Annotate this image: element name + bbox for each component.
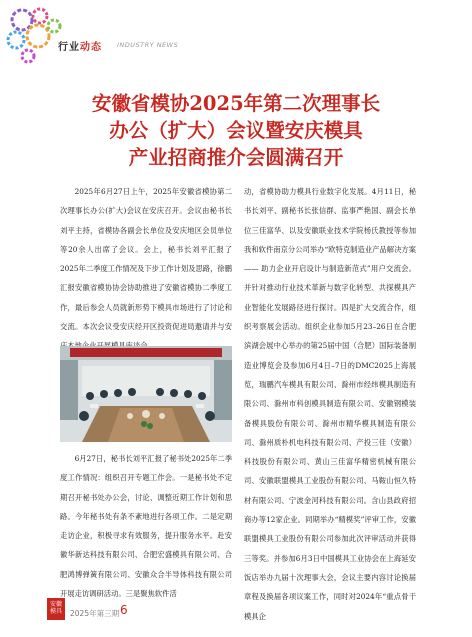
body-paragraph-2: 6月27日，秘书长刘平汇报了秘书处2025年二季度工作情况：组织召开专题工作会。一是秘书处不定期召开秘书处办公会，讨论、调整近期工作计划和思路。今年秘书处有条不紊地进行各项工作。二是定期走访企业，积极寻求有效服务，提升服务水平。赴安徽华新达科技有限公司、合肥宏盛模具有限公司、合肥鸿博弹簧有限公司、安徽众合半导体科技有限公司开展走访调研活动。三是聚焦软件活 xyxy=(60,454,232,599)
article-title xyxy=(30,90,442,171)
section-label-english: INDUSTRY NEWS xyxy=(117,41,179,49)
meeting-photo xyxy=(60,346,232,442)
title-line-2: 办公（扩大）会议暨安庆模具 xyxy=(109,119,363,142)
body-paragraph-1: 2025年6月27日上午，2025年安徽省模协第二次理事长办公(扩大)会议在安庆召开。会议由秘书长刘平主持，省模协各副会长单位及安庆地区会员单位等20余人出席了会议。会上，秘书长刘平汇报了2025年二季度工作情况及下步工作计划及思路，徐鹏汇报安徽省模协协会协助推进了安徽省模协二季度工作，最后参会人员就新形势下模具市场进行了讨论和交流。本次会议受安庆经开区投资促进局邀请并与安 xyxy=(60,187,232,332)
magazine-logo-tag: 安徽 模具 xyxy=(47,598,65,620)
body-column-left-bottom xyxy=(60,449,232,603)
issue-label: 2025年第三期 xyxy=(70,609,120,618)
page-number: 6 xyxy=(120,603,128,617)
body-column-left-top xyxy=(60,182,232,356)
body-paragraph-3: 动，省模协助力模具行业数字化发展。4月11日，秘书长刘平、副秘书长张信群、监事严艳国、副会长单位三佳富华、以及安徽联业技术学院杨氏教授等参加我和软件南京分公司举办“欧特克制造业产品解决方案 —— 助力企业开启设计与制造新范式”用户交流会。并针对推动行业技术革新与数字化转型、共探模具产业智能化发展路径进行探讨。四是扩大交流合作，组织考察展会活动。组织企业参加5月23–26日在合肥滨湖会展中心举办的第25届中国（合肥）国际装备制造业博览会及参加6月4日–7日的DMC2025上海展览，瑞鹏汽车模具有限公司、滁州市经纬模具制造有限公司、滁州市科创模具制造有限公司、安徽钢模装备模具股份有限公司、滁州市精华模具制造有限公司、滁州质朴机电科技有限公司、产投三佳（安徽）科技股份有限公司、黄山三佳富华精密机械有限公司、安徽联盟模具工业股份有限公司、马鞍山恒久特材有限公司、宁波金河科技有限公司。含山县政府招商办等12家企业。同期举办“精模奖”评审工作，安徽联盟模具工业股份有限公司参加此次评审活动并获得三等奖。并参加6月3日中国模具工业协会在上海延安饭店举办九届十次理事大会，会议主要内容讨论换届章程及换届各项议案工作，同时对2024年“重点骨干模具企 xyxy=(244,187,416,621)
title-line-3: 产业招商推介会圆满召开 xyxy=(128,146,344,169)
body-column-right xyxy=(244,182,416,626)
title-line-1: 安徽省模协2025年第二次理事长 xyxy=(91,92,381,115)
section-label: 行业动态 xyxy=(58,42,102,53)
